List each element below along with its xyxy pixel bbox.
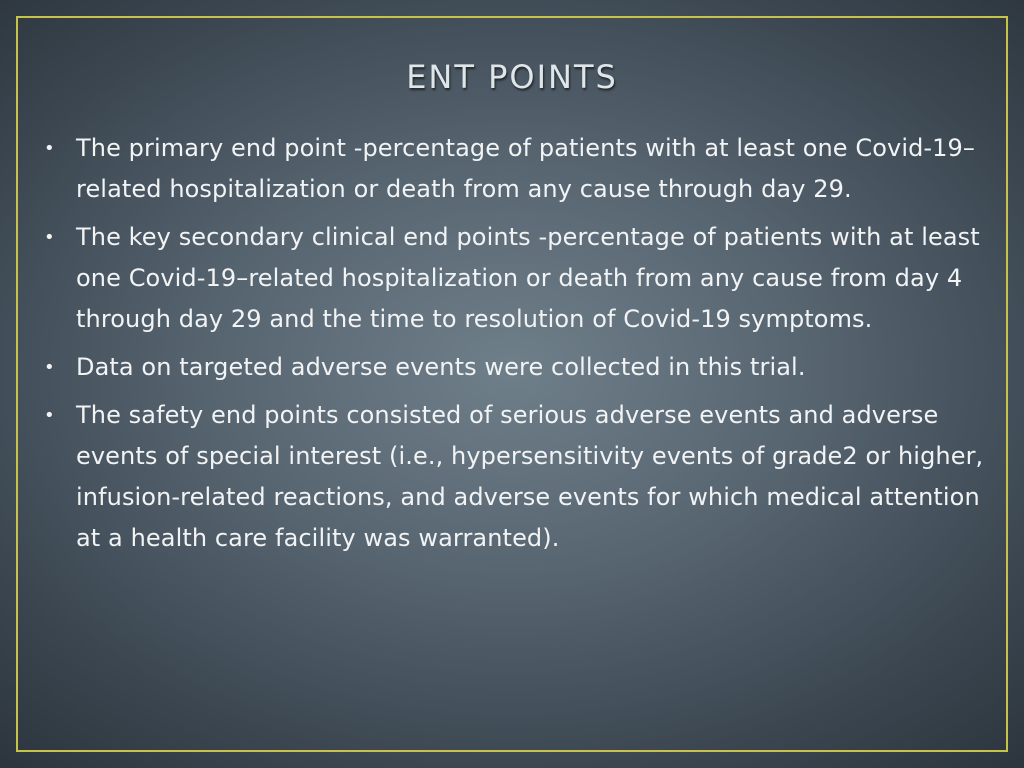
- bullet-icon: •: [44, 138, 55, 159]
- bullet-item-primary-end-point: [40, 128, 990, 210]
- bullet-icon: •: [44, 357, 55, 378]
- bullet-text: The safety end points consisted of serious adverse events and adverse events of special interest (i.e., hypersensitivity events of grade2 or higher, infusion-related reactions, and adverse events for which medical attention at a health care facility was warranted).: [76, 401, 984, 552]
- bullet-text: The primary end point -percentage of patients with at least one Covid-19–related hospitalization or death from any cause through day 29.: [76, 134, 976, 203]
- bullet-text: Data on targeted adverse events were collected in this trial.: [76, 353, 806, 381]
- bullet-icon: •: [44, 405, 55, 426]
- bullet-list: [40, 128, 990, 566]
- bullet-item-adverse-events-data: [40, 347, 990, 388]
- bullet-icon: •: [44, 227, 55, 248]
- bullet-item-secondary-end-points: [40, 217, 990, 340]
- bullet-item-safety-end-points: [40, 395, 990, 559]
- bullet-text: The key secondary clinical end points -percentage of patients with at least one Covid-19–related hospitalization or death from any cause from day 4 through day 29 and the time to resolution of Covid-19 symptoms.: [76, 223, 980, 333]
- slide-title: ENT POINTS: [406, 58, 618, 96]
